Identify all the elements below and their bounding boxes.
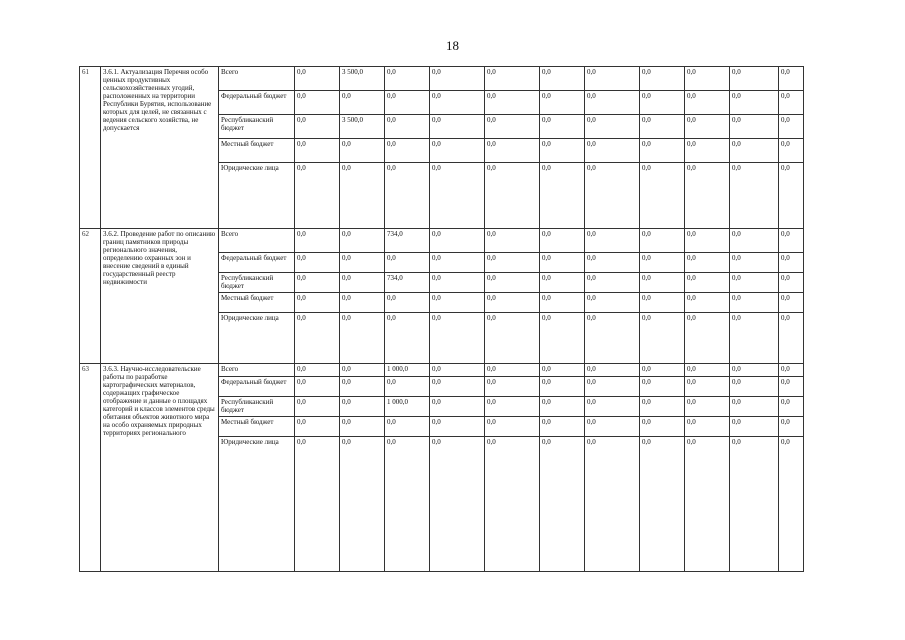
value-cell: 0,0 [585,139,640,163]
row-number: 61 [80,67,101,229]
value-cell: 0,0 [730,273,779,293]
value-cell: 1 000,0 [385,364,430,377]
value-cell: 0,0 [340,437,385,572]
value-cell: 0,0 [430,397,485,417]
value-cell: 0,0 [540,417,585,437]
value-cell: 0,0 [640,437,685,572]
row-number: 62 [80,229,101,364]
funding-source: Всего [219,364,295,377]
value-cell: 0,0 [685,364,730,377]
value-cell: 0,0 [730,293,779,313]
value-cell: 0,0 [779,397,804,417]
value-cell: 0,0 [485,437,540,572]
value-cell: 0,0 [640,67,685,91]
value-cell: 0,0 [485,273,540,293]
value-cell: 0,0 [385,163,430,229]
value-cell: 0,0 [585,313,640,364]
value-cell: 0,0 [485,364,540,377]
value-cell: 0,0 [685,115,730,139]
value-cell: 0,0 [295,417,340,437]
table-row [80,67,804,91]
value-cell: 0,0 [540,364,585,377]
value-cell: 0,0 [340,139,385,163]
row-number: 63 [80,364,101,572]
funding-source: Юридические лица [219,163,295,229]
value-cell: 0,0 [685,273,730,293]
value-cell: 0,0 [540,293,585,313]
value-cell: 0,0 [585,273,640,293]
value-cell: 0,0 [585,91,640,115]
value-cell: 0,0 [730,163,779,229]
value-cell: 0,0 [295,273,340,293]
value-cell: 0,0 [385,91,430,115]
value-cell: 0,0 [640,163,685,229]
value-cell: 0,0 [385,417,430,437]
value-cell: 0,0 [685,91,730,115]
value-cell: 0,0 [585,229,640,253]
funding-source: Всего [219,67,295,91]
value-cell: 0,0 [685,293,730,313]
value-cell: 0,0 [540,67,585,91]
value-cell: 0,0 [485,417,540,437]
value-cell: 0,0 [430,253,485,273]
value-cell: 0,0 [540,229,585,253]
value-cell: 0,0 [485,67,540,91]
value-cell: 0,0 [540,115,585,139]
value-cell: 0,0 [295,364,340,377]
value-cell: 0,0 [779,229,804,253]
value-cell: 0,0 [540,273,585,293]
value-cell: 0,0 [485,397,540,417]
value-cell: 0,0 [685,253,730,273]
value-cell: 0,0 [585,115,640,139]
value-cell: 0,0 [730,91,779,115]
value-cell: 0,0 [640,293,685,313]
value-cell: 0,0 [779,313,804,364]
value-cell: 0,0 [340,229,385,253]
value-cell: 0,0 [640,139,685,163]
value-cell: 0,0 [540,91,585,115]
value-cell: 734,0 [385,229,430,253]
value-cell: 0,0 [430,273,485,293]
value-cell: 0,0 [730,377,779,397]
value-cell: 0,0 [340,273,385,293]
value-cell: 0,0 [385,313,430,364]
value-cell: 0,0 [485,163,540,229]
value-cell: 0,0 [540,253,585,273]
value-cell: 0,0 [485,253,540,273]
value-cell: 0,0 [430,229,485,253]
value-cell: 0,0 [430,91,485,115]
funding-source: Федеральный бюджет [219,253,295,273]
value-cell: 0,0 [585,67,640,91]
value-cell: 3 500,0 [340,115,385,139]
value-cell: 0,0 [540,397,585,417]
page-number: 18 [446,38,459,53]
value-cell: 0,0 [730,253,779,273]
value-cell: 0,0 [385,253,430,273]
value-cell: 0,0 [540,437,585,572]
value-cell: 0,0 [385,437,430,572]
value-cell: 0,0 [430,313,485,364]
value-cell: 0,0 [585,377,640,397]
value-cell: 0,0 [685,377,730,397]
value-cell: 0,0 [340,163,385,229]
value-cell: 0,0 [685,229,730,253]
value-cell: 0,0 [340,364,385,377]
value-cell: 0,0 [779,115,804,139]
value-cell: 0,0 [640,91,685,115]
value-cell: 0,0 [779,293,804,313]
value-cell: 0,0 [295,293,340,313]
value-cell: 0,0 [779,377,804,397]
value-cell: 0,0 [385,115,430,139]
value-cell: 0,0 [585,364,640,377]
funding-source: Республиканский бюджет [219,273,295,293]
value-cell: 0,0 [295,229,340,253]
value-cell: 0,0 [779,139,804,163]
value-cell: 0,0 [540,139,585,163]
value-cell: 0,0 [430,437,485,572]
value-cell: 0,0 [730,417,779,437]
funding-source: Республиканский бюджет [219,115,295,139]
value-cell: 0,0 [430,417,485,437]
value-cell: 0,0 [685,313,730,364]
value-cell: 0,0 [340,397,385,417]
value-cell: 0,0 [430,115,485,139]
value-cell: 0,0 [640,417,685,437]
value-cell: 0,0 [340,313,385,364]
value-cell: 0,0 [430,67,485,91]
value-cell: 0,0 [295,253,340,273]
value-cell: 0,0 [779,163,804,229]
funding-source: Федеральный бюджет [219,91,295,115]
value-cell: 0,0 [585,417,640,437]
activity-name: 3.6.2. Проведение работ по описанию границ памятников природы регионального значения, определению охранных зон и внесение сведений в единый государственный реестр недвижимости [101,229,219,364]
value-cell: 0,0 [540,377,585,397]
value-cell: 0,0 [730,313,779,364]
value-cell: 0,0 [295,91,340,115]
value-cell: 0,0 [730,115,779,139]
funding-source: Юридические лица [219,437,295,572]
value-cell: 1 000,0 [385,397,430,417]
value-cell: 0,0 [730,437,779,572]
value-cell: 0,0 [730,139,779,163]
value-cell: 0,0 [485,313,540,364]
value-cell: 0,0 [340,377,385,397]
value-cell: 0,0 [485,115,540,139]
value-cell: 0,0 [640,115,685,139]
value-cell: 0,0 [585,293,640,313]
value-cell: 0,0 [485,91,540,115]
value-cell: 0,0 [295,313,340,364]
funding-source: Федеральный бюджет [219,377,295,397]
table-row [80,364,804,377]
funding-source: Юридические лица [219,313,295,364]
value-cell: 0,0 [730,67,779,91]
value-cell: 0,0 [385,377,430,397]
value-cell: 0,0 [295,397,340,417]
value-cell: 0,0 [485,139,540,163]
value-cell: 0,0 [779,253,804,273]
activity-name: 3.6.1. Актуализация Перечня особо ценных продуктивных сельскохозяйственных угодий, расположенных на территории Республики Бурятия, использование которых для целей, не связанных с ведения сельского хозяйства, не допускается [101,67,219,229]
value-cell: 0,0 [295,139,340,163]
value-cell: 0,0 [295,163,340,229]
value-cell: 0,0 [640,377,685,397]
value-cell: 0,0 [295,115,340,139]
value-cell: 0,0 [385,139,430,163]
value-cell: 0,0 [640,273,685,293]
value-cell: 0,0 [585,253,640,273]
value-cell: 0,0 [640,313,685,364]
value-cell: 0,0 [779,67,804,91]
value-cell: 0,0 [685,139,730,163]
value-cell: 0,0 [385,67,430,91]
value-cell: 0,0 [585,437,640,572]
value-cell: 0,0 [430,293,485,313]
value-cell: 0,0 [340,417,385,437]
value-cell: 0,0 [485,377,540,397]
value-cell: 0,0 [585,397,640,417]
value-cell: 0,0 [685,397,730,417]
value-cell: 0,0 [730,229,779,253]
value-cell: 0,0 [385,293,430,313]
value-cell: 0,0 [685,67,730,91]
value-cell: 0,0 [585,163,640,229]
value-cell: 0,0 [485,293,540,313]
value-cell: 0,0 [779,91,804,115]
value-cell: 3 500,0 [340,67,385,91]
funding-source: Республиканский бюджет [219,397,295,417]
value-cell: 0,0 [430,139,485,163]
value-cell: 0,0 [340,91,385,115]
value-cell: 0,0 [485,229,540,253]
value-cell: 0,0 [640,229,685,253]
table-body [80,67,804,572]
table-row [80,229,804,253]
value-cell: 734,0 [385,273,430,293]
value-cell: 0,0 [640,397,685,417]
funding-source: Местный бюджет [219,139,295,163]
funding-source: Всего [219,229,295,253]
value-cell: 0,0 [295,67,340,91]
funding-source: Местный бюджет [219,293,295,313]
funding-source: Местный бюджет [219,417,295,437]
value-cell: 0,0 [685,163,730,229]
value-cell: 0,0 [640,364,685,377]
value-cell: 0,0 [340,293,385,313]
value-cell: 0,0 [540,313,585,364]
budget-table [79,66,804,572]
value-cell: 0,0 [430,377,485,397]
value-cell: 0,0 [730,364,779,377]
value-cell: 0,0 [730,397,779,417]
value-cell: 0,0 [779,364,804,377]
value-cell: 0,0 [540,163,585,229]
value-cell: 0,0 [779,417,804,437]
value-cell: 0,0 [685,417,730,437]
value-cell: 0,0 [295,377,340,397]
value-cell: 0,0 [340,253,385,273]
value-cell: 0,0 [779,273,804,293]
value-cell: 0,0 [640,253,685,273]
value-cell: 0,0 [430,163,485,229]
activity-name: 3.6.3. Научно-исследовательские работы по разработке картографических материалов, содержащих графическое отображение и данные о площадях категорий и классов элементов среды обитания объектов животного мира на особо охраняемых природных территориях регионального [101,364,219,572]
value-cell: 0,0 [430,364,485,377]
value-cell: 0,0 [685,437,730,572]
value-cell: 0,0 [779,437,804,572]
value-cell: 0,0 [295,437,340,572]
